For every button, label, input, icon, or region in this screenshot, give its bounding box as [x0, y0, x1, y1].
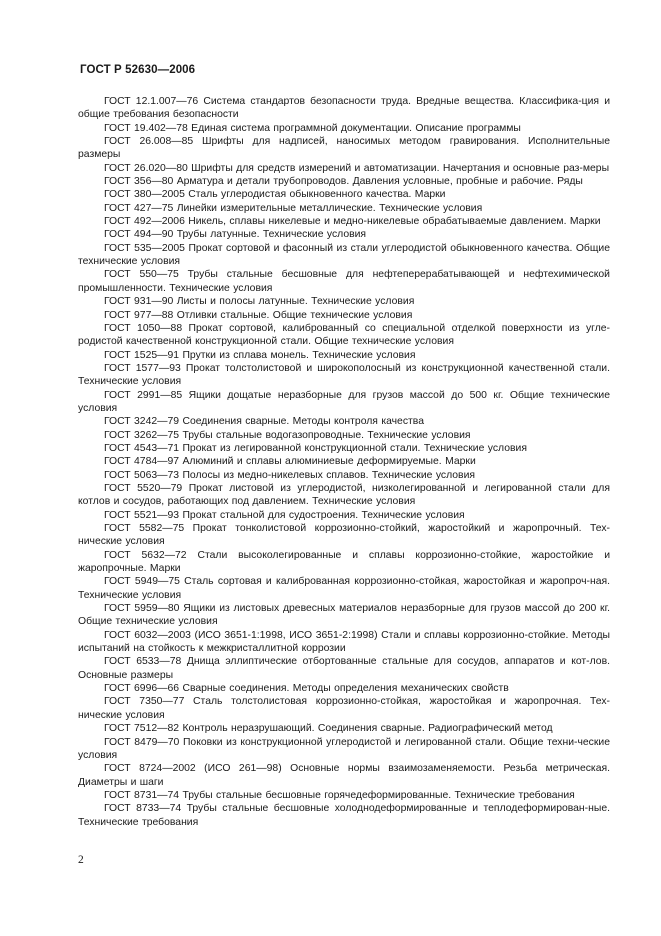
reference-list: [78, 95, 610, 829]
reference-item: ГОСТ 535—2005 Прокат сортовой и фасонный из стали углеродистой обыкновенного качества. Общие технические условия: [78, 242, 610, 268]
reference-item: ГОСТ 8479—70 Поковки из конструкционной углеродистой и легированной стали. Общие техни-ческие условия: [78, 736, 610, 761]
reference-item: ГОСТ 494—90 Трубы латунные. Технические условия: [104, 229, 367, 241]
reference-item: ГОСТ 380—2005 Сталь углеродистая обыкновенного качества. Марки: [104, 189, 446, 201]
reference-item: ГОСТ 1050—88 Прокат сортовой, калиброванный со специальной отделкой поверхности из угле-родистой качественной конструкционной стали. Общие технические условия: [78, 322, 610, 348]
reference-item: ГОСТ 931—90 Листы и полосы латунные. Технические условия: [104, 296, 415, 308]
reference-item: ГОСТ 8733—74 Трубы стальные бесшовные холоднодеформированные и теплодеформирован-ные. Технические требования: [78, 803, 610, 828]
reference-item: ГОСТ 7350—77 Сталь толстолистовая коррозионно-стойкая, жаростойкая и жаропрочная. Тех-нические условия: [78, 696, 610, 721]
reference-item: ГОСТ 3262—75 Трубы стальные водогазопроводные. Технические условия: [104, 429, 471, 441]
reference-item: ГОСТ 19.402—78 Единая система программной документации. Описание программы: [104, 122, 521, 134]
reference-item: ГОСТ 26.008—85 Шрифты для надписей, наносимых методом гравирования. Исполнительные размеры: [78, 136, 610, 161]
reference-item: ГОСТ 5521—93 Прокат стальной для судостроения. Технические условия: [104, 509, 465, 521]
reference-item: ГОСТ 6533—78 Днища эллиптические отбортованные стальные для сосудов, аппаратов и кот-лов. Основные размеры: [78, 656, 610, 681]
reference-item: ГОСТ 26.020—80 Шрифты для средств измерений и автоматизации. Начертания и основные раз-меры: [104, 162, 610, 174]
reference-item: ГОСТ 5582—75 Прокат тонколистовой коррозионно-стойкий, жаростойкий и жаропрочный. Тех-нические условия: [78, 523, 610, 548]
reference-item: ГОСТ 550—75 Трубы стальные бесшовные для нефтеперерабатывающей и нефтехимической промышленности. Технические условия: [78, 269, 610, 294]
reference-item: ГОСТ 12.1.007—76 Система стандартов безопасности труда. Вредные вещества. Классифика-ция и общие требования безопасности: [78, 96, 610, 121]
document-header: ГОСТ Р 52630—2006: [80, 64, 196, 76]
reference-item: ГОСТ 6996—66 Сварные соединения. Методы определения механических свойств: [104, 683, 509, 695]
reference-item: ГОСТ 492—2006 Никель, сплавы никелевые и медно-никелевые обрабатываемые давлением. Марки: [104, 216, 601, 228]
reference-item: ГОСТ 8724—2002 (ИСО 261—98) Основные нормы взаимозаменяемости. Резьба метрическая. Диаметры и шаги: [78, 763, 610, 788]
reference-item: ГОСТ 7512—82 Контроль неразрушающий. Соединения сварные. Радиографический метод: [104, 723, 553, 735]
reference-item: ГОСТ 5520—79 Прокат листовой из углеродистой, низколегированной и легированной стали для котлов и сосудов, работающих под давлением. Технические условия: [78, 482, 610, 508]
reference-item: ГОСТ 4543—71 Прокат из легированной конструкционной стали. Технические условия: [104, 442, 527, 454]
reference-item: ГОСТ 3242—79 Соединения сварные. Методы контроля качества: [104, 416, 424, 428]
reference-item: ГОСТ 1525—91 Прутки из сплава монель. Технические условия: [104, 349, 416, 361]
reference-item: ГОСТ 2991—85 Ящики дощатые неразборные для грузов массой до 500 кг. Общие технические условия: [78, 389, 610, 414]
reference-item: ГОСТ 5959—80 Ящики из листовых древесных материалов неразборные для грузов массой до 200 кг. Общие технические условия: [78, 603, 610, 628]
reference-item: ГОСТ 5949—75 Сталь сортовая и калиброванная коррозионно-стойкая, жаростойкая и жаропроч-ная. Технические условия: [78, 576, 610, 601]
reference-item: ГОСТ 6032—2003 (ИСО 3651-1:1998, ИСО 3651-2:1998) Стали и сплавы коррозионно-стойкие. Методы испытаний на стойкость к межкристаллитной коррозии: [78, 629, 610, 655]
reference-item: ГОСТ 5063—73 Полосы из медно-никелевых сплавов. Технические условия: [104, 469, 476, 481]
reference-item: ГОСТ 4784—97 Алюминий и сплавы алюминиевые деформируемые. Марки: [104, 456, 476, 468]
reference-item: ГОСТ 5632—72 Стали высоколегированные и сплавы коррозионно-стойкие, жаростойкие и жаропрочные. Марки: [78, 549, 610, 575]
reference-item: ГОСТ 8731—74 Трубы стальные бесшовные горячедеформированные. Технические требования: [104, 789, 575, 801]
page-number: 2: [78, 854, 84, 866]
reference-item: ГОСТ 427—75 Линейки измерительные металлические. Технические условия: [104, 202, 483, 214]
reference-item: ГОСТ 1577—93 Прокат толстолистовой и широкополосный из конструкционной качественной стали. Технические условия: [78, 362, 610, 388]
reference-item: ГОСТ 356—80 Арматура и детали трубопроводов. Давления условные, пробные и рабочие. Ряды: [104, 176, 583, 188]
reference-item: ГОСТ 977—88 Отливки стальные. Общие технические условия: [104, 309, 413, 321]
